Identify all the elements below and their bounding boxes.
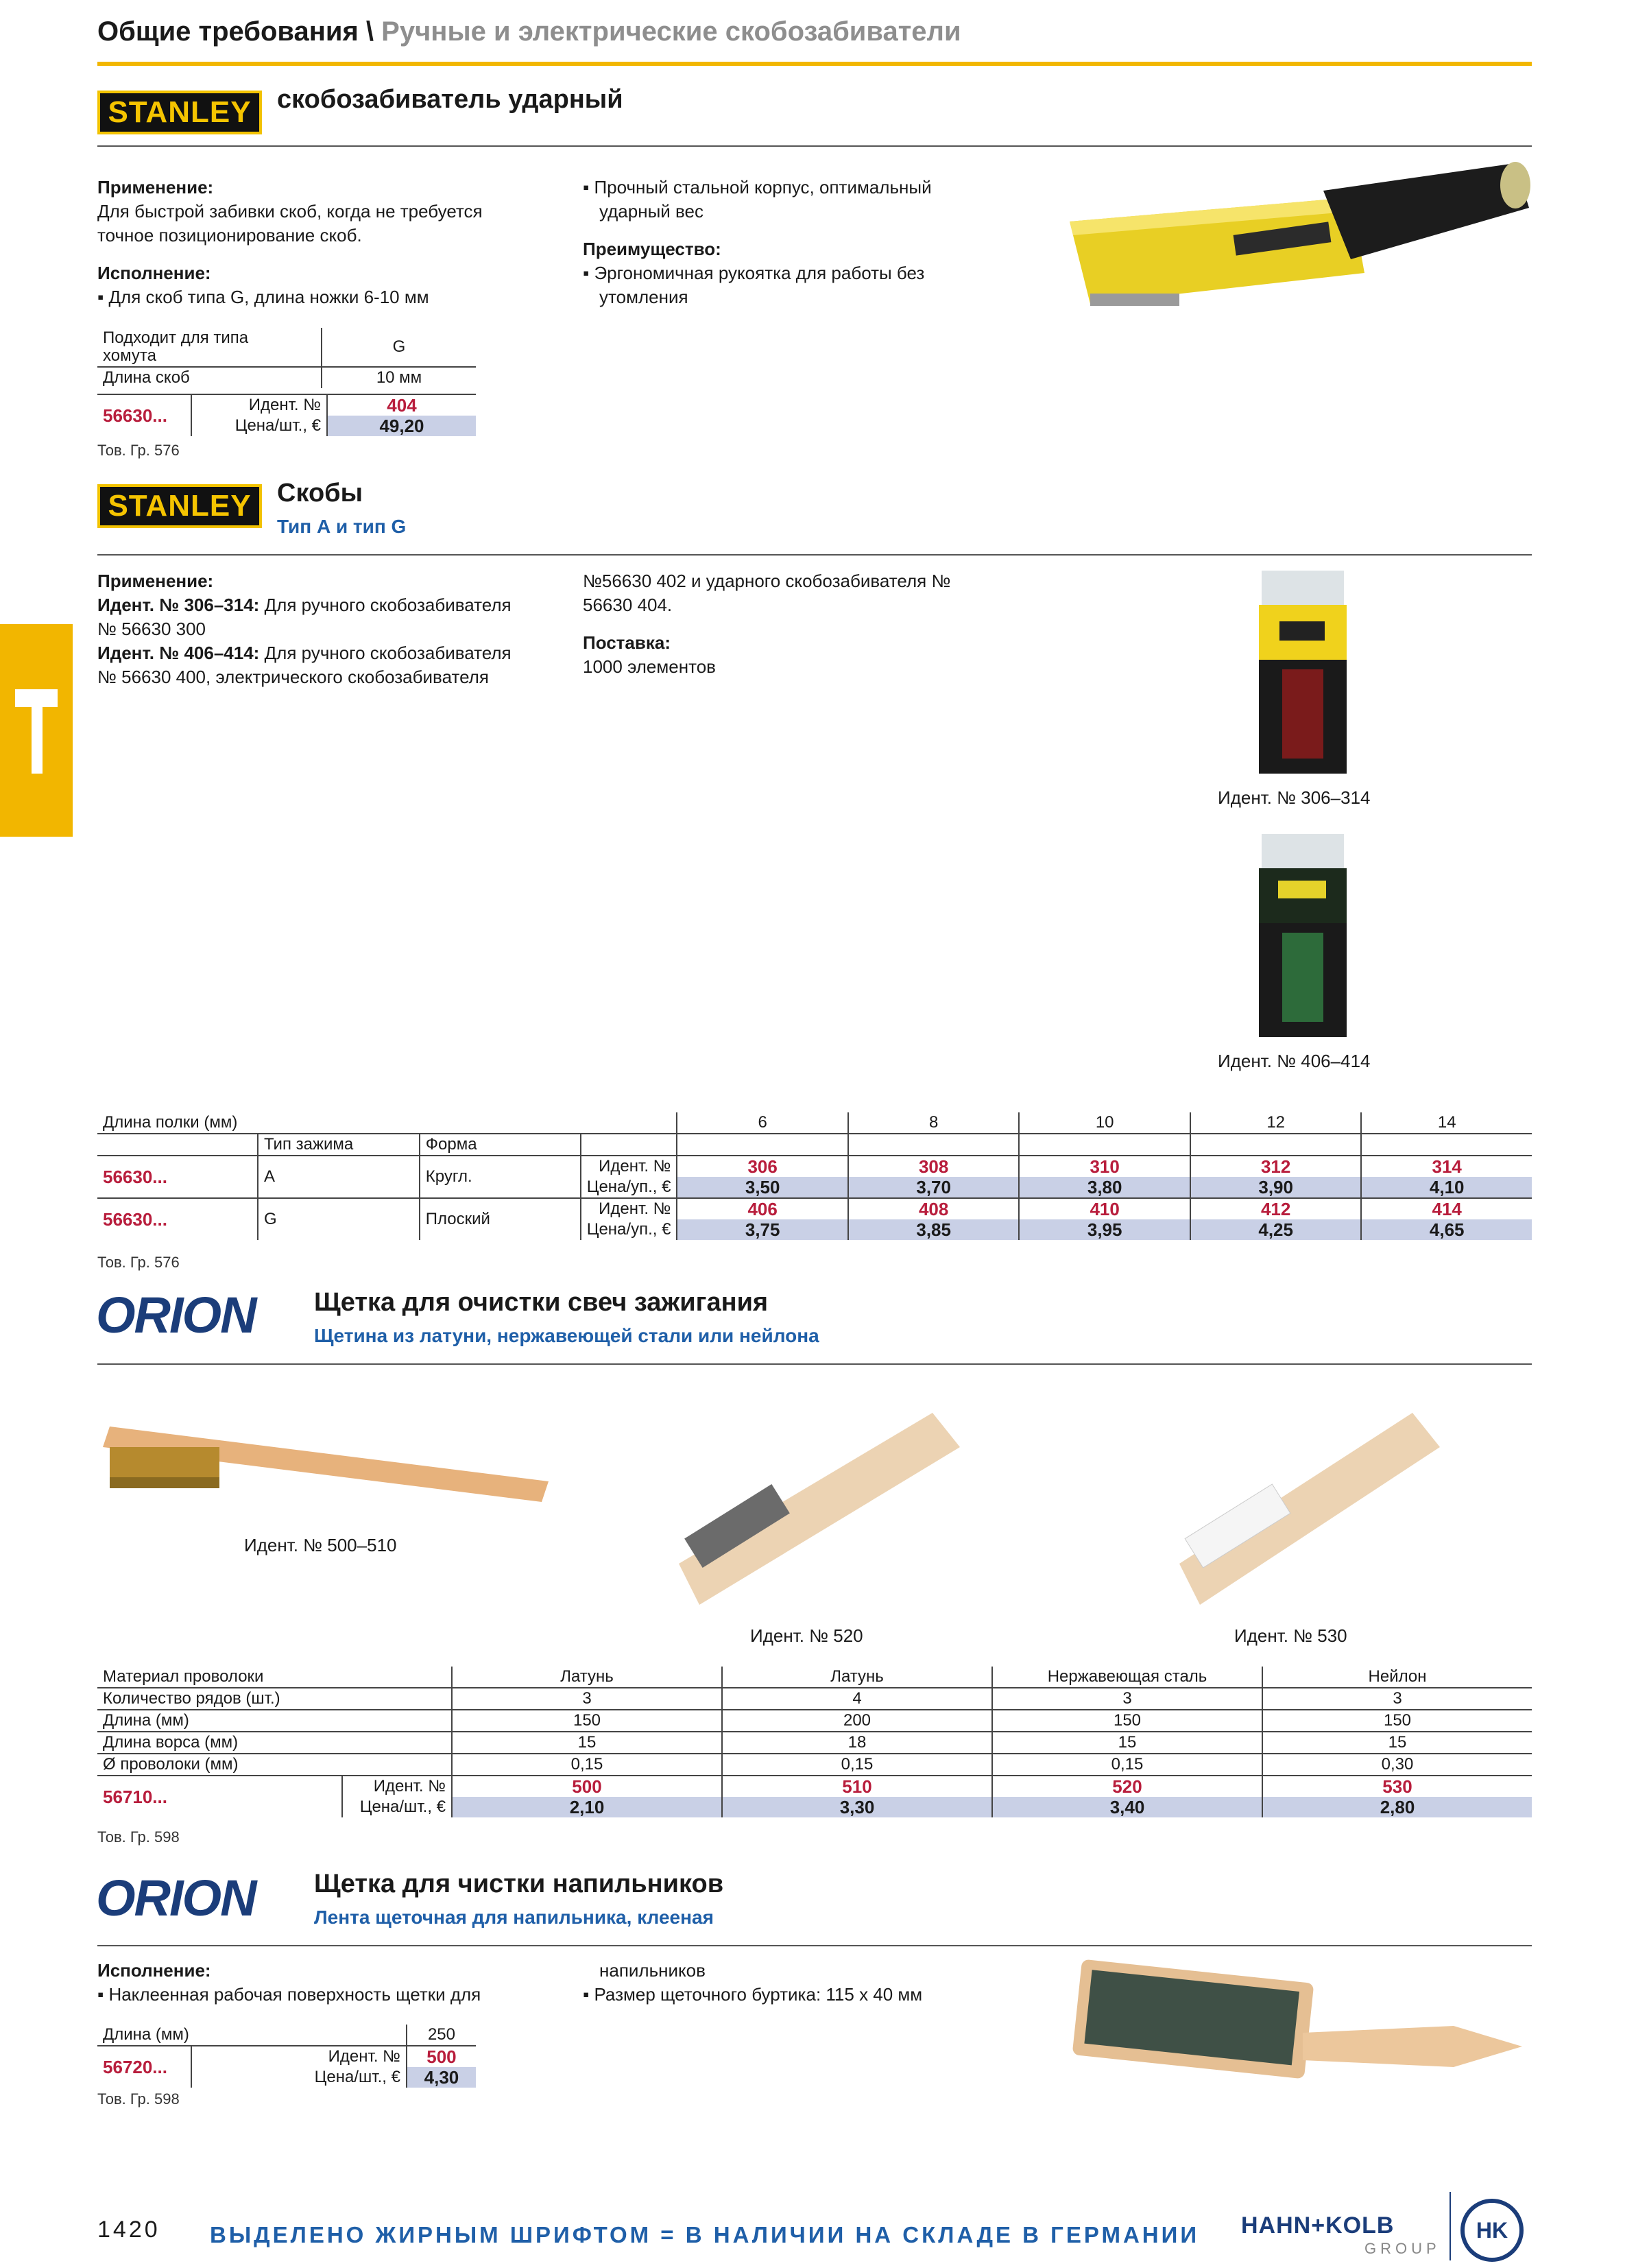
article-number: 56710...	[103, 1787, 167, 1807]
hk-emblem-icon: HK	[1460, 2199, 1524, 2262]
spec-value: 200	[722, 1710, 992, 1732]
table-label-line: хомута	[103, 346, 156, 365]
length-header: 8	[848, 1112, 1020, 1134]
execution-text: ▪ Размер щеточного буртика: 115 x 40 мм	[583, 1984, 923, 2005]
product-group: Тов. Гр. 576	[97, 1254, 180, 1271]
application-text: Для быстрой забивки скоб, когда не требуется	[97, 201, 483, 222]
description-block-right	[583, 1959, 922, 2007]
price-value: 3,95	[1019, 1219, 1190, 1240]
product-group: Тов. Гр. 598	[97, 1828, 180, 1846]
section-title: Скобы	[277, 479, 363, 508]
ident-value: 500	[407, 2046, 476, 2067]
table-value: 250	[407, 2025, 476, 2046]
advantage-label: Преимущество:	[583, 239, 721, 259]
application-text: точное позиционирование скоб.	[97, 225, 362, 246]
footer-note: ВЫДЕЛЕНО ЖИРНЫМ ШРИФТОМ = В НАЛИЧИИ НА СКЛАДЕ В ГЕРМАНИИ	[210, 2222, 1200, 2247]
description-block-right	[583, 569, 950, 679]
column-header-length: Длина полки (мм)	[103, 1113, 238, 1132]
spec-value: Латунь	[452, 1667, 722, 1688]
ident-label: Идент. №	[581, 1156, 677, 1177]
ident-value: 306	[677, 1156, 848, 1177]
price-value: 3,85	[848, 1219, 1020, 1240]
ident-value: 414	[1361, 1198, 1532, 1219]
length-header: 10	[1019, 1112, 1190, 1134]
image-caption: Идент. № 500–510	[244, 1535, 397, 1555]
price-label: Цена/шт., €	[342, 1797, 452, 1817]
length-header: 14	[1361, 1112, 1532, 1134]
spec-value: 150	[452, 1710, 722, 1732]
application-text: № 56630 400, электрического скобозабивателя	[97, 667, 489, 687]
page-number: 1420	[97, 2217, 160, 2243]
price-value: 4,10	[1361, 1177, 1532, 1198]
clip-type: G	[258, 1198, 420, 1240]
price-label: Цена/шт., €	[191, 416, 327, 436]
article-number: 56630...	[103, 1167, 167, 1187]
application-text: 56630 404.	[583, 595, 673, 615]
header-title-main: Общие требования	[97, 16, 359, 47]
price-label: Цена/уп., €	[581, 1177, 677, 1198]
spec-value: 15	[452, 1732, 722, 1754]
section-title: скобозабиватель ударный	[277, 85, 623, 114]
feature-text: ударный вес	[599, 201, 704, 222]
table-label: Длина (мм)	[103, 2025, 189, 2044]
section-subtitle: Тип А и тип G	[277, 516, 407, 537]
ident-value: 310	[1019, 1156, 1190, 1177]
clip-type: A	[258, 1156, 420, 1198]
advantage-text: ▪ Эргономичная рукоятка для работы без	[583, 263, 925, 283]
spec-value: 3	[452, 1688, 722, 1710]
price-value: 3,50	[677, 1177, 848, 1198]
image-caption: Идент. № 406–414	[1218, 1051, 1371, 1071]
ident-value: 520	[992, 1776, 1262, 1797]
ident-value: 312	[1190, 1156, 1362, 1177]
application-text: №56630 402 и ударного скобозабивателя №	[583, 571, 951, 591]
features-block	[583, 176, 932, 309]
article-number: 56720...	[103, 2057, 167, 2077]
description-block	[97, 569, 512, 689]
advantage-text: утомления	[599, 287, 688, 307]
header-rule	[97, 62, 1532, 66]
section-subtitle: Щетина из латуни, нержавеющей стали или нейлона	[314, 1325, 819, 1346]
price-value: 4,65	[1361, 1219, 1532, 1240]
price-value: 3,80	[1019, 1177, 1190, 1198]
execution-text: ▪ Наклеенная рабочая поверхность щетки для	[97, 1984, 481, 2005]
row-label: Длина ворса (мм)	[103, 1733, 239, 1752]
spec-value: Нейлон	[1262, 1667, 1532, 1688]
row-label: Количество рядов (шт.)	[103, 1689, 280, 1708]
length-header: 6	[677, 1112, 848, 1134]
execution-label: Исполнение:	[97, 1960, 211, 1981]
execution-text: ▪ Для скоб типа G, длина ножки 6-10 мм	[97, 287, 429, 307]
side-tab	[0, 624, 73, 837]
spec-value: 0,15	[992, 1754, 1262, 1776]
ident-value: 404	[327, 394, 476, 416]
article-number: 56630...	[103, 1209, 167, 1230]
section-rule	[97, 554, 1532, 556]
ident-label: Идент. №	[191, 2046, 407, 2067]
staples-table	[97, 1112, 1532, 1240]
hammer-icon	[0, 624, 73, 837]
spec-table	[97, 2025, 476, 2088]
stanley-logo: STANLEY	[97, 484, 262, 528]
supply-text: 1000 элементов	[583, 656, 716, 677]
spec-value: Латунь	[722, 1667, 992, 1688]
article-number: 56630...	[103, 405, 167, 426]
form: Плоский	[420, 1198, 581, 1240]
hammer-tacker-image	[1063, 156, 1536, 314]
product-group: Тов. Гр. 598	[97, 2090, 180, 2108]
spec-value: 0,15	[722, 1754, 992, 1776]
row-label: Материал проволоки	[103, 1667, 264, 1686]
staples-pack-image	[1248, 830, 1358, 1042]
spec-value: 18	[722, 1732, 992, 1754]
header-separator: \	[358, 16, 382, 47]
logo-divider	[1449, 2192, 1451, 2260]
column-header-form: Форма	[420, 1134, 581, 1156]
price-value: 4,25	[1190, 1219, 1362, 1240]
company-group: GROUP	[1364, 2240, 1441, 2257]
spec-value: 150	[1262, 1710, 1532, 1732]
ident-value: 530	[1262, 1776, 1532, 1797]
section-rule	[97, 1363, 1532, 1365]
product-group: Тов. Гр. 576	[97, 442, 180, 459]
image-caption: Идент. № 530	[1234, 1625, 1347, 1646]
row-label: Ø проволоки (мм)	[103, 1755, 239, 1774]
column-header-type: Тип зажима	[258, 1134, 420, 1156]
ident-value: 412	[1190, 1198, 1362, 1219]
section-subtitle: Лента щеточная для напильника, клееная	[314, 1907, 714, 1928]
section-rule	[97, 1945, 1532, 1946]
spec-table	[97, 328, 476, 388]
execution-text: напильников	[599, 1960, 706, 1981]
brass-brush-image	[103, 1406, 555, 1509]
row-label: Длина (мм)	[103, 1711, 189, 1730]
table-row	[97, 1198, 1532, 1219]
brush-spec-table	[97, 1667, 1532, 1817]
table-label: Длина скоб	[103, 368, 190, 387]
application-label: Применение:	[97, 571, 214, 591]
form: Кругл.	[420, 1156, 581, 1198]
ident-value: 410	[1019, 1198, 1190, 1219]
table-row	[97, 1156, 1532, 1177]
table-value: G	[322, 328, 476, 367]
ident-label: Идент. №	[581, 1198, 677, 1219]
page-header	[97, 16, 961, 47]
header-title-sub: Ручные и электрические скобозабиватели	[381, 16, 961, 47]
ident-range: Идент. № 406–414:	[97, 643, 260, 663]
application-text: № 56630 300	[97, 619, 206, 639]
stanley-logo: STANLEY	[97, 91, 262, 134]
price-value: 3,70	[848, 1177, 1020, 1198]
section-title: Щетка для очистки свеч зажигания	[314, 1288, 769, 1317]
ident-value: 500	[452, 1776, 722, 1797]
ident-range: Идент. № 306–314:	[97, 595, 260, 615]
ident-value: 314	[1361, 1156, 1532, 1177]
price-value: 2,10	[452, 1797, 722, 1817]
steel-brush-image	[658, 1406, 974, 1612]
staples-pack-image	[1248, 566, 1358, 779]
orion-logo: ORION	[96, 1870, 256, 1926]
table-value: 10 мм	[322, 367, 476, 388]
ident-label: Идент. №	[191, 394, 327, 416]
image-caption: Идент. № 306–314	[1218, 787, 1371, 808]
spec-value: Нержавеющая сталь	[992, 1667, 1262, 1688]
price-value: 3,75	[677, 1219, 848, 1240]
spec-value: 0,15	[452, 1754, 722, 1776]
spec-value: 15	[1262, 1732, 1532, 1754]
description-block	[97, 176, 483, 309]
nylon-brush-image	[1166, 1406, 1440, 1612]
orion-logo: ORION	[96, 1287, 256, 1344]
price-table	[97, 394, 476, 436]
price-value: 3,30	[722, 1797, 992, 1817]
spec-value: 3	[992, 1688, 1262, 1710]
ident-value: 308	[848, 1156, 1020, 1177]
spec-value: 0,30	[1262, 1754, 1532, 1776]
supply-label: Поставка:	[583, 632, 671, 653]
price-value: 3,90	[1190, 1177, 1362, 1198]
price-value: 2,80	[1262, 1797, 1532, 1817]
length-header: 12	[1190, 1112, 1362, 1134]
spec-value: 150	[992, 1710, 1262, 1732]
table-label-line: Подходит для типа	[103, 329, 249, 347]
ident-value: 408	[848, 1198, 1020, 1219]
table-label	[97, 328, 322, 367]
price-label: Цена/уп., €	[581, 1219, 677, 1240]
image-caption: Идент. № 520	[750, 1625, 863, 1646]
price-label: Цена/шт., €	[191, 2067, 407, 2088]
price-value: 49,20	[327, 416, 476, 436]
section-rule	[97, 145, 1532, 147]
ident-value: 406	[677, 1198, 848, 1219]
spec-value: 3	[1262, 1688, 1532, 1710]
file-card-brush-image	[1070, 1957, 1536, 2094]
price-value: 3,40	[992, 1797, 1262, 1817]
spec-value: 15	[992, 1732, 1262, 1754]
section-title: Щетка для чистки напильников	[314, 1870, 724, 1898]
ident-value: 510	[722, 1776, 992, 1797]
application-text: Для ручного скобозабивателя	[259, 643, 512, 663]
application-text: Для ручного скобозабивателя	[259, 595, 512, 615]
spec-value: 4	[722, 1688, 992, 1710]
company-name: HAHN+KOLB	[1241, 2212, 1395, 2239]
description-block	[97, 1959, 481, 2007]
feature-text: ▪ Прочный стальной корпус, оптимальный	[583, 177, 932, 198]
execution-label: Исполнение:	[97, 263, 211, 283]
ident-label: Идент. №	[342, 1776, 452, 1797]
application-label: Применение:	[97, 177, 214, 198]
price-value: 4,30	[407, 2067, 476, 2088]
